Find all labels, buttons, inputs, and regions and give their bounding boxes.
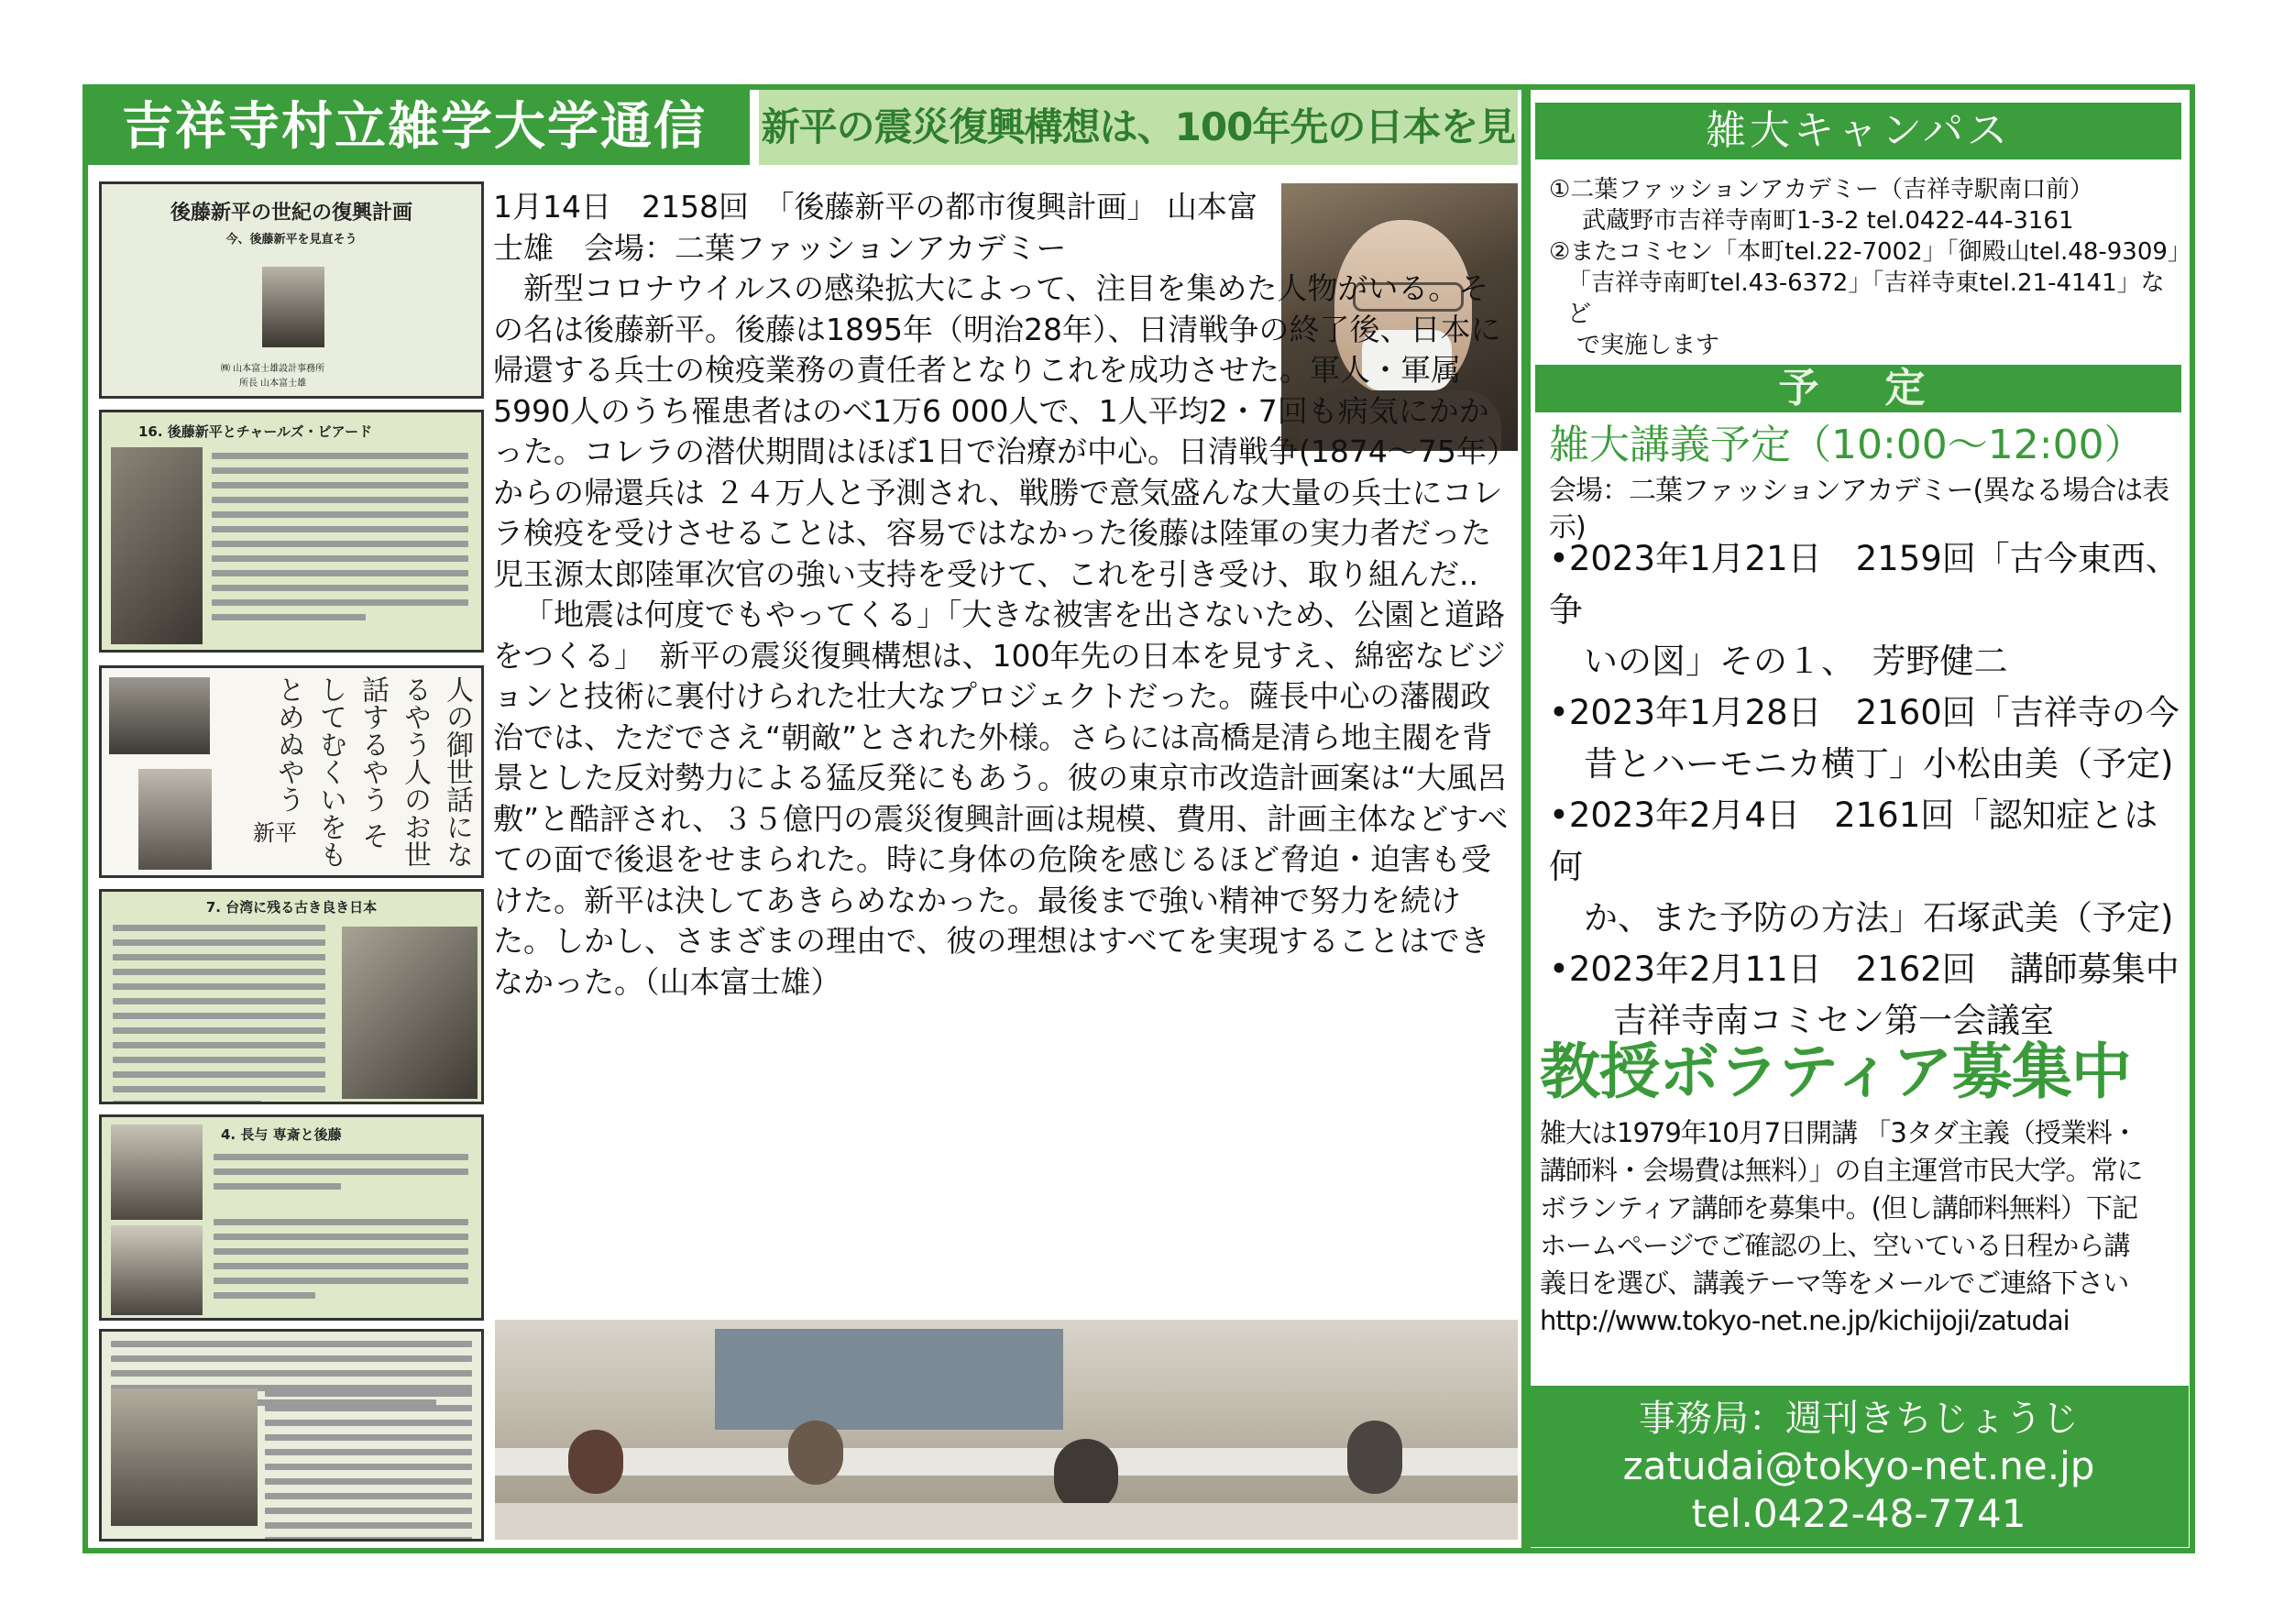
article-paragraph-2: 「地震は何度でもやってくる」「大きな被害を出さないため、公園と道路をつくる」 新平の震災復興構想は、100年先の日本を見すえ、綿密なビジョンと技術に裏付けられた壮大なプロジェクトだった。薩長中心の藩閥政治では、ただでさえ“朝敵”とされた外様。さらには高橋是清ら地主閥を背景とした反対勢力による猛反発にもあう。彼の東京市改造計画案は“大風呂敷”と酷評され、３５億円の震災復興計画は規模、費用、計画主体などすべての面で後退をせまられた。時に身体の危険を感じるほど脅迫・迫害も受けた。新平は決してあきらめなかった。最後まで強い精神で努力を続けた。しかし、さまざまの理由で、彼の理想はすべてを実現することはできなかった。（山本富士雄）	[493, 597, 1509, 1000]
schedule-item-line: •2023年1月28日 2160回「吉祥寺の今	[1549, 693, 2180, 732]
slide-thumbnail-3	[99, 665, 484, 878]
schedule-title: 雑大講義予定（10:00～12:00）	[1549, 422, 2145, 468]
headline-bar	[759, 90, 1518, 165]
slide-caption: 所長 山本富士雄	[239, 379, 307, 389]
slide-thumbnail-1	[99, 181, 484, 399]
classroom-photo	[495, 1320, 1518, 1540]
schedule-banner-text: 予 定	[1778, 365, 1938, 411]
campus-line: で実施します	[1576, 332, 1720, 359]
article-paragraph-1: 新型コロナウイルスの感染拡大によって、注目を集めた人物がいる。その名は後藤新平。後藤は1895年（明治28年）、日清戦争の終了後、日本に帰還する兵士の検疫業務の責任者となりこれを成功させた。軍人・軍属5990人のうち罹患者はのべ1万6 000人で、1人平均2・7回も病気にかかった。コレラの潜伏期間はほぼ1日で治療が中心。日清戦争(1874～75年）からの帰還兵は ２４万人と予測され、戦勝で意気盛んな大量の兵士にコレラ検疫を受けさせることは、容易ではなかった後藤は陸軍の実力者だった児玉源太郎陸軍次官の強い支持を受けて、これを引き受け、取り組んだ..	[493, 270, 1503, 592]
portrait-image	[262, 267, 324, 347]
schedule-venue: 会場：二葉ファッションアカデミー(異なる場合は表示)	[1549, 475, 2169, 543]
volunteer-line: 義日を選び、講義テーマ等をメールでご連絡下さい	[1540, 1267, 2129, 1299]
slide-title: 後藤新平の世紀の復興計画	[170, 202, 412, 225]
photo-image	[342, 927, 478, 1099]
volunteer-line: 講師料・会場費は無料）」の自主運営市民大学。常に	[1540, 1155, 2143, 1186]
volunteer-text	[1540, 1114, 2191, 1340]
campus-line: ②またコミセン「本町tel.22-7002」「御殿山tel.48-9309」	[1549, 238, 2191, 266]
slide-caption: ㈱ 山本富士雄設計事務所	[221, 364, 325, 374]
calligraphy-text: 人の御世話になるやう人のお世話するやう そしてむくいをもとめぬやう	[272, 675, 473, 868]
office-tel[interactable]: tel.0422-48-7741	[1691, 1491, 2026, 1536]
slide-thumbnail-2	[99, 410, 484, 653]
photo-image	[111, 1225, 203, 1315]
campus-line: 武蔵野市吉祥寺南町1-3-2 tel.0422-44-3161	[1582, 207, 2074, 235]
schedule-item-line: 昔とハーモニカ横丁」小松由美（予定)	[1584, 744, 2174, 784]
schedule-item-line: •2023年2月4日 2161回「認知症とは何	[1549, 796, 2158, 886]
volunteer-line: ボランティア講師を募集中。(但し講師料無料）下記	[1540, 1192, 2137, 1223]
page-title: 吉祥寺村立雑学大学通信	[122, 97, 707, 157]
campus-header	[1535, 103, 2181, 159]
photo-image	[111, 1388, 258, 1526]
website-link[interactable]: http://www.tokyo-net.ne.jp/kichijoji/zatudai	[1540, 1305, 2070, 1336]
slide-subtitle: 今、後藤新平を見直そう	[225, 233, 357, 247]
slide-title: 16. 後藤新平とチャールズ・ビアード	[138, 423, 373, 440]
schedule-item-line: 吉祥寺南コミセン第一会議室	[1613, 1001, 2054, 1040]
article-lead: 1月14日 2158回 「後藤新平の都市復興計画」 山本富士雄 会場：二葉ファッションアカデミー	[493, 189, 1257, 266]
campus-line: ①二葉ファッションアカデミー（吉祥寺駅南口前）	[1549, 176, 2094, 203]
schedule-item-line: •2023年2月11日 2162回 講師募集中	[1549, 949, 2180, 989]
volunteer-line: ホームページでご確認の上、空いている日程から講	[1540, 1230, 2130, 1261]
schedule-item	[1549, 944, 2191, 1047]
photo-image	[109, 677, 210, 754]
slide-title: 7. 台湾に残る古き良き日本	[205, 899, 378, 916]
header-title-bar	[85, 90, 750, 165]
office-email[interactable]: zatudai@tokyo-net.ne.jp	[1622, 1443, 2095, 1488]
photo-image	[138, 769, 212, 870]
volunteer-line: 雑大は1979年10月7日開講 「3タダ主義（授業料・	[1540, 1117, 2137, 1148]
slide-title: 4. 長与 専斎と後藤	[221, 1126, 342, 1143]
slide-thumbnail-6	[99, 1329, 484, 1542]
article-photo-spacer	[1281, 183, 1518, 451]
campus-line: 「吉祥寺南町tel.43-6372」「吉祥寺東tel.21-4141」など	[1567, 269, 2165, 328]
schedule-list	[1549, 533, 2191, 1047]
office-label: 事務局：週刊きちじょうじ	[1639, 1398, 2079, 1440]
slide-thumbnail-4	[99, 889, 484, 1104]
schedule-item	[1549, 790, 2191, 944]
signature: 新平	[253, 820, 297, 846]
office-box	[1529, 1386, 2189, 1547]
headline: 新平の震災復興構想は、100年先の日本を見	[761, 104, 1516, 149]
campus-title: 雑大キャンパス	[1706, 107, 2011, 154]
photo-image	[111, 447, 203, 644]
schedule-item	[1549, 533, 2191, 687]
schedule-item-line: いの図」その１、 芳野健二	[1584, 642, 2008, 681]
schedule-item	[1549, 687, 2191, 790]
schedule-banner	[1535, 365, 2181, 412]
campus-info	[1549, 174, 2191, 361]
volunteer-heading: 教授ボラティア募集中	[1540, 1037, 2131, 1107]
photo-image	[111, 1125, 203, 1220]
slide-thumbnail-5	[99, 1114, 484, 1321]
schedule-item-line: •2023年1月21日 2159回「古今東西、争	[1549, 539, 2180, 630]
schedule-item-line: か、また予防の方法」石塚武美（予定)	[1584, 898, 2174, 938]
